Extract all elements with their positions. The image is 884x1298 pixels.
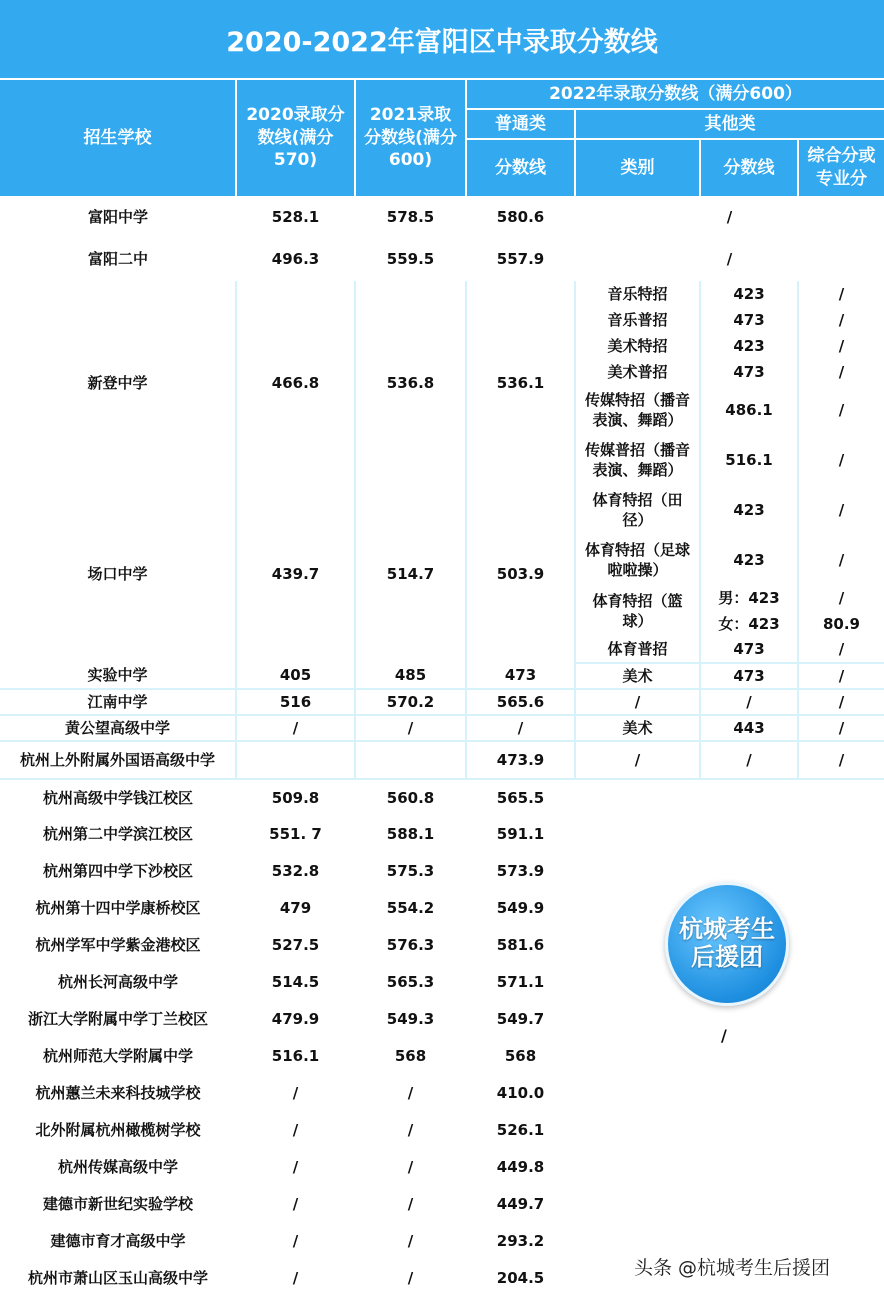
score-2021-cell: 568 xyxy=(394,1047,427,1066)
header-2020: 2020录取分数线(满分570) xyxy=(237,80,354,196)
score-2021-cell: / xyxy=(407,1232,414,1251)
score-2022-cell: 449.8 xyxy=(496,1158,545,1177)
table-row xyxy=(0,1186,884,1223)
score-2021-cell: 565.3 xyxy=(386,973,435,992)
other-score-cell: 486.1 xyxy=(700,385,798,435)
table-row xyxy=(0,663,884,689)
composite-cell: / xyxy=(838,400,845,419)
composite-cell: / xyxy=(838,450,845,469)
watermark: 头条 @杭城考生后援团 xyxy=(634,1257,831,1279)
composite-cell: 80.9 xyxy=(822,614,860,633)
school-cell: 杭州传媒高级中学 xyxy=(57,1158,178,1177)
score-2020-cell xyxy=(236,741,355,779)
composite-cell: / xyxy=(838,500,845,519)
score-2020-cell: 466.8 xyxy=(236,281,355,485)
school-cell: 杭州第二中学滨江校区 xyxy=(42,825,193,844)
score-2020-cell: / xyxy=(292,1232,299,1251)
other-score-cell: 473 xyxy=(700,637,798,663)
score-2020-cell: 532.8 xyxy=(271,862,320,881)
score-2020-cell: / xyxy=(292,1158,299,1177)
score-2021-cell: 514.7 xyxy=(355,485,466,663)
category-cell: 美术普招 xyxy=(575,359,700,385)
category-cell: 体育特招（篮球） xyxy=(575,585,700,637)
header-2021: 2021录取分数线(满分600) xyxy=(356,80,465,196)
logo-line-2: 后援团 xyxy=(691,943,763,971)
table-row xyxy=(0,197,884,237)
header-2022: 2022年录取分数线（满分600） xyxy=(467,80,884,108)
score-2022-cell: 565.6 xyxy=(466,689,575,715)
composite-cell: / xyxy=(798,637,884,663)
other-score-cell: 423 xyxy=(700,535,798,585)
table-row xyxy=(0,1112,884,1149)
table-row xyxy=(0,689,884,715)
school-cell: 建德市新世纪实验学校 xyxy=(42,1195,193,1214)
school-cell: 杭州学军中学紫金港校区 xyxy=(35,936,201,955)
composite-cell: / xyxy=(838,362,845,381)
table-row xyxy=(0,237,884,281)
category-cell: 美术 xyxy=(575,663,700,689)
score-2021-cell: / xyxy=(355,715,466,741)
score-2022-cell: 557.9 xyxy=(496,249,545,268)
other-score-cell: / xyxy=(700,741,798,779)
score-2020-cell: 551. 7 xyxy=(269,825,322,844)
composite-cell: / xyxy=(838,336,845,355)
other-score-cell: / xyxy=(700,689,798,715)
header-score-line: 分数线 xyxy=(467,140,574,196)
category-cell: 音乐特招 xyxy=(575,281,700,307)
other-score-cell: 男：423 xyxy=(700,585,798,611)
score-2021-cell: / xyxy=(407,1084,414,1103)
school-cell: 黄公望高级中学 xyxy=(0,715,236,741)
table-row xyxy=(0,1149,884,1186)
score-2022-cell: 571.1 xyxy=(496,973,545,992)
category-cell: 体育特招（足球啦啦操） xyxy=(575,535,700,585)
school-cell: 浙江大学附属中学丁兰校区 xyxy=(27,1010,208,1029)
school-cell: 杭州第十四中学康桥校区 xyxy=(35,899,201,918)
score-2021-cell: 560.8 xyxy=(386,788,435,807)
score-table xyxy=(0,197,884,1297)
other-score-cell: 女：423 xyxy=(700,611,798,637)
score-2022-cell: 204.5 xyxy=(496,1269,545,1288)
score-2021-cell: 576.3 xyxy=(386,936,435,955)
header-other-score: 分数线 xyxy=(701,140,797,196)
composite-cell: / xyxy=(838,284,845,303)
table-row xyxy=(0,1075,884,1112)
logo-badge xyxy=(665,882,789,1006)
score-2020-cell: / xyxy=(292,1084,299,1103)
table-row xyxy=(0,816,884,853)
score-2021-cell: 549.3 xyxy=(386,1010,435,1029)
score-2022-cell: 591.1 xyxy=(496,825,545,844)
category-cell: 美术特招 xyxy=(575,333,700,359)
score-2021-cell: 536.8 xyxy=(355,281,466,485)
other-score-cell: 423 xyxy=(700,485,798,535)
table-row xyxy=(0,853,884,890)
school-cell: 北外附属杭州橄榄树学校 xyxy=(35,1121,201,1140)
score-2021-cell: / xyxy=(407,1195,414,1214)
header-category: 类别 xyxy=(576,140,699,196)
other-score-cell: 423 xyxy=(700,333,798,359)
composite-cell: / xyxy=(838,588,845,607)
table-row xyxy=(0,485,884,535)
category-cell: 体育普招 xyxy=(575,637,700,663)
composite-cell: / xyxy=(798,741,884,779)
score-2022-cell: 473 xyxy=(466,663,575,689)
composite-cell: / xyxy=(798,663,884,689)
table-row xyxy=(0,779,884,816)
other-score-cell: 516.1 xyxy=(700,435,798,485)
school-cell: 杭州高级中学钱江校区 xyxy=(42,788,193,807)
score-2022-cell: 565.5 xyxy=(496,788,545,807)
score-2021-cell: 485 xyxy=(355,663,466,689)
score-2022-cell: 449.7 xyxy=(496,1195,545,1214)
category-cell: / xyxy=(575,741,700,779)
school-cell: 杭州长河高级中学 xyxy=(57,973,178,992)
school-cell: 杭州第四中学下沙校区 xyxy=(42,862,193,881)
score-2020-cell: / xyxy=(292,1195,299,1214)
score-2021-cell: / xyxy=(407,1121,414,1140)
table-row xyxy=(0,715,884,741)
school-cell: 杭州上外附属外国语高级中学 xyxy=(0,741,236,779)
school-cell: 杭州蕙兰未来科技城学校 xyxy=(35,1084,201,1103)
other-score-cell: 423 xyxy=(700,281,798,307)
score-2022-cell: 549.9 xyxy=(496,899,545,918)
other-score-cell: 473 xyxy=(700,359,798,385)
score-2021-cell: 570.2 xyxy=(355,689,466,715)
score-2020-cell: / xyxy=(292,1269,299,1288)
score-2020-cell: 516 xyxy=(236,689,355,715)
score-2020-cell: 516.1 xyxy=(271,1047,320,1066)
score-2022-cell: 526.1 xyxy=(496,1121,545,1140)
score-2021-cell: 588.1 xyxy=(386,825,435,844)
school-cell: 富阳二中 xyxy=(87,249,148,268)
score-2022-cell: 549.7 xyxy=(496,1010,545,1029)
score-2020-cell: 514.5 xyxy=(271,973,320,992)
score-2020-cell: 496.3 xyxy=(271,249,320,268)
score-2020-cell: 439.7 xyxy=(236,485,355,663)
score-2021-cell: / xyxy=(407,1269,414,1288)
score-2021-cell: 578.5 xyxy=(386,207,435,226)
score-2022-cell: 293.2 xyxy=(496,1232,545,1251)
other-column-slash: / xyxy=(721,1026,727,1045)
logo-line-1: 杭城考生 xyxy=(679,915,775,944)
category-cell: 美术 xyxy=(575,715,700,741)
score-2020-cell: 528.1 xyxy=(271,207,320,226)
school-cell: 富阳中学 xyxy=(87,207,148,226)
score-2022-cell: 503.9 xyxy=(466,485,575,663)
header-composite: 综合分或专业分 xyxy=(799,140,884,196)
table-row xyxy=(0,281,884,307)
other-score-cell: 443 xyxy=(700,715,798,741)
score-2020-cell: 405 xyxy=(236,663,355,689)
score-2020-cell: 527.5 xyxy=(271,936,320,955)
score-2022-cell: 536.1 xyxy=(466,281,575,485)
composite-cell: / xyxy=(798,689,884,715)
category-cell: 体育特招（田径） xyxy=(575,485,700,535)
score-2021-cell: 554.2 xyxy=(386,899,435,918)
school-cell: 江南中学 xyxy=(0,689,236,715)
category-cell: 音乐普招 xyxy=(575,307,700,333)
school-cell: 杭州市萧山区玉山高级中学 xyxy=(27,1269,208,1288)
score-2021-cell: 575.3 xyxy=(386,862,435,881)
composite-cell: / xyxy=(798,715,884,741)
score-2020-cell: / xyxy=(236,715,355,741)
score-2021-cell: 559.5 xyxy=(386,249,435,268)
school-cell: 建德市育才高级中学 xyxy=(50,1232,186,1251)
page-title: 2020-2022年富阳区中录取分数线 xyxy=(0,0,884,78)
category-cell: 传媒特招（播音表演、舞蹈） xyxy=(575,385,700,435)
composite-cell: / xyxy=(838,550,845,569)
other-score-cell: 473 xyxy=(700,663,798,689)
other-score-cell: 473 xyxy=(700,307,798,333)
school-cell: 新登中学 xyxy=(0,281,236,485)
score-2022-cell: 568 xyxy=(504,1047,537,1066)
header-other: 其他类 xyxy=(576,110,884,138)
school-cell: 杭州师范大学附属中学 xyxy=(42,1047,193,1066)
category-cell: / xyxy=(575,689,700,715)
table-row xyxy=(0,1038,884,1075)
score-2022-cell: 580.6 xyxy=(496,207,545,226)
composite-cell: / xyxy=(838,310,845,329)
category-cell: 传媒普招（播音表演、舞蹈） xyxy=(575,435,700,485)
table-row xyxy=(0,741,884,779)
school-cell: 实验中学 xyxy=(0,663,236,689)
score-2022-cell: 473.9 xyxy=(466,741,575,779)
score-2020-cell: / xyxy=(292,1121,299,1140)
table-row xyxy=(0,1001,884,1038)
score-2021-cell xyxy=(355,741,466,779)
header-school: 招生学校 xyxy=(0,80,235,196)
score-2022-cell: 410.0 xyxy=(496,1084,545,1103)
header-regular: 普通类 xyxy=(467,110,574,138)
score-2022-cell: 573.9 xyxy=(496,862,545,881)
school-cell: 场口中学 xyxy=(0,485,236,663)
other-cell: / xyxy=(726,207,733,226)
score-2020-cell: 479.9 xyxy=(271,1010,320,1029)
score-2020-cell: 509.8 xyxy=(271,788,320,807)
score-2022-cell: 581.6 xyxy=(496,936,545,955)
other-cell: / xyxy=(726,249,733,268)
score-2022-cell: / xyxy=(466,715,575,741)
score-2021-cell: / xyxy=(407,1158,414,1177)
score-2020-cell: 479 xyxy=(279,899,312,918)
